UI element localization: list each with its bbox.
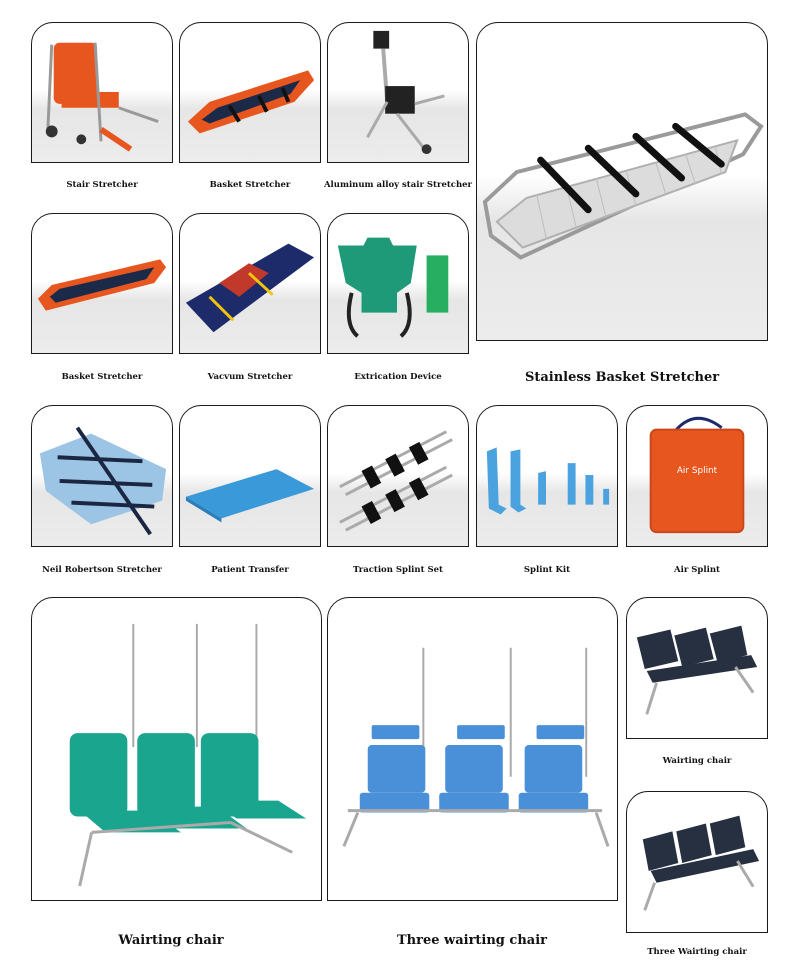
card-extrication-device [327,213,469,354]
caption-patient-transfer: Patient Transfer [211,565,289,575]
caption-vacuum-stretcher: Vacvum Stretcher [207,372,293,382]
card-three-wairting-chair-small [626,791,768,933]
card-stair-stretcher [31,22,173,163]
card-vacuum-stretcher [179,213,321,354]
caption-wairting-chair-large: Wairting chair [118,933,224,948]
wairting-chair-small-image [627,598,767,738]
card-neil-robertson-stretcher [31,405,173,547]
basket-stretcher-2-image [32,214,172,353]
extrication-device-image [328,214,468,353]
caption-traction-splint-set: Traction Splint Set [353,565,443,575]
caption-stair-stretcher: Stair Stretcher [66,180,138,190]
basket-stretcher-image [180,23,320,162]
card-stainless-basket-stretcher [476,22,768,341]
card-three-wairting-chair-large [327,597,618,901]
traction-splint-set-image [328,406,468,546]
card-traction-splint-set [327,405,469,547]
three-wairting-chair-large-image [328,598,617,900]
card-wairting-chair-large [31,597,322,901]
card-patient-transfer [179,405,321,547]
caption-basket-stretcher-2: Basket Stretcher [61,372,143,382]
wairting-chair-large-image [32,598,321,900]
caption-three-wairting-chair-large: Three wairting chair [396,933,548,948]
card-wairting-chair-small [626,597,768,739]
caption-stainless-basket-stretcher: Stainless Basket Stretcher [524,370,720,385]
caption-aluminum-stair-stretcher: Aluminum alloy stair Stretcher [323,180,473,190]
patient-transfer-image [180,406,320,546]
card-splint-kit [476,405,618,547]
stair-stretcher-image [32,23,172,162]
card-air-splint [626,405,768,547]
caption-air-splint: Air Splint [674,565,720,575]
caption-neil-robertson-stretcher: Neil Robertson Stretcher [42,565,162,575]
stainless-basket-stretcher-image [477,23,767,340]
caption-splint-kit: Splint Kit [523,565,571,575]
caption-wairting-chair-small: Wairting chair [662,756,732,766]
card-basket-stretcher-2 [31,213,173,354]
splint-kit-image [477,406,617,546]
air-splint-bag-text: Air Splint [676,466,718,477]
card-basket-stretcher-1 [179,22,321,163]
neil-robertson-stretcher-image [32,406,172,546]
caption-extrication-device: Extrication Device [354,372,442,382]
vacuum-stretcher-image [180,214,320,353]
three-wairting-chair-small-image [627,792,767,932]
card-aluminum-stair-stretcher [327,22,469,163]
caption-three-wairting-chair-small: Three Wairting chair [647,947,747,957]
air-splint-image [627,406,767,546]
caption-basket-stretcher-1: Basket Stretcher [209,180,291,190]
aluminum-stair-stretcher-image [328,23,468,162]
